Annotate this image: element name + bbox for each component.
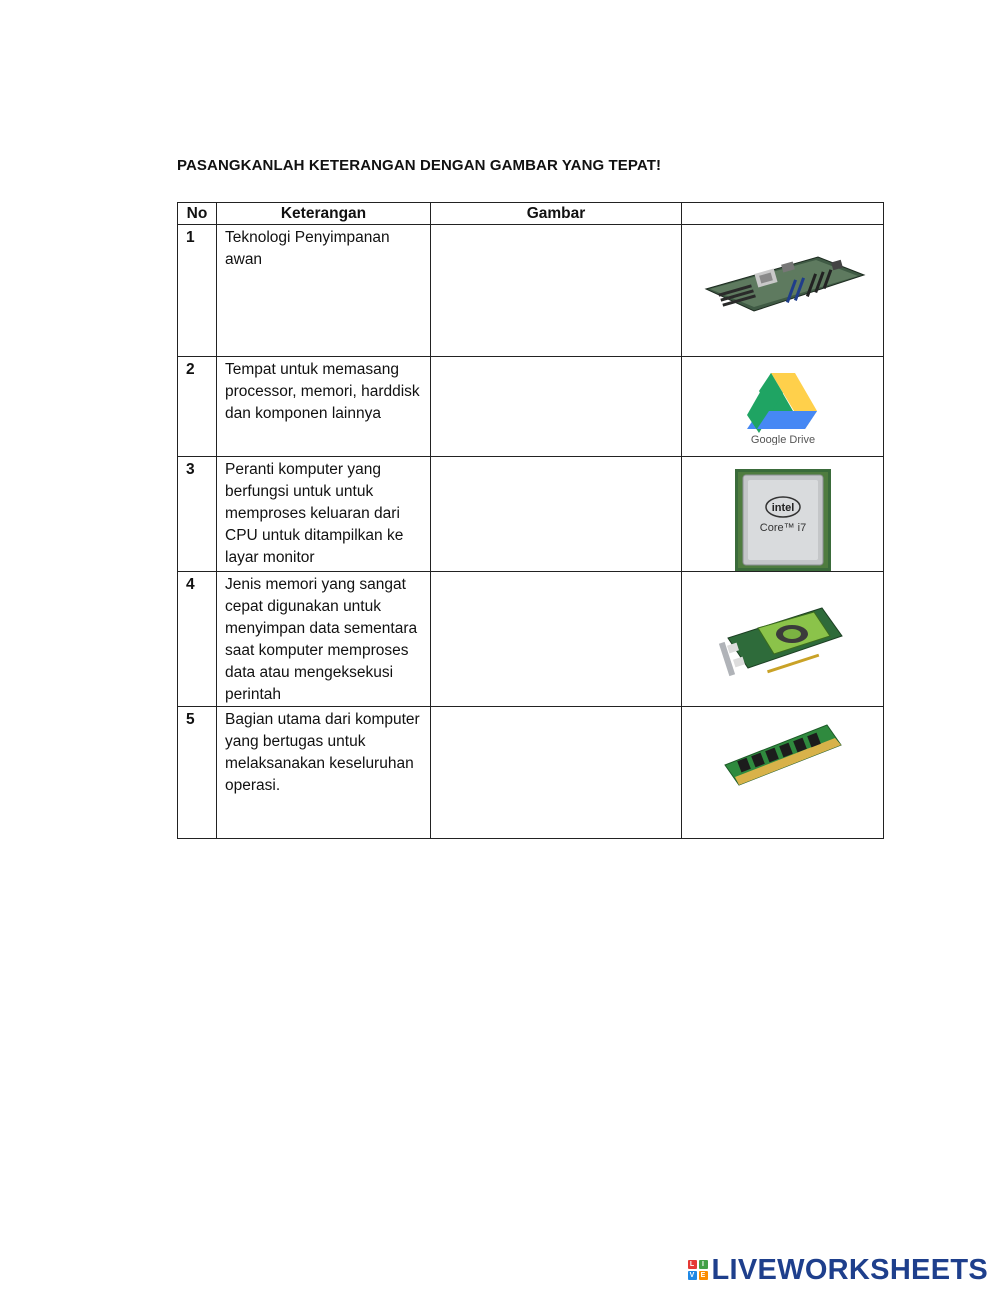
row-description: Bagian utama dari komputer yang bertugas untuk melaksanakan keseluruhan operasi. [217, 707, 431, 839]
row-number: 4 [178, 572, 217, 707]
table-header-row [178, 203, 884, 225]
graphics-card[interactable] [682, 602, 883, 686]
table-row [178, 225, 884, 357]
google-drive-label: Google Drive [750, 434, 815, 445]
table-row [178, 357, 884, 457]
answer-drop-zone[interactable] [431, 707, 682, 839]
image-cell [682, 457, 884, 572]
intel-core-i7-processor[interactable] [682, 469, 883, 571]
matching-table [177, 202, 884, 839]
answer-drop-zone[interactable] [431, 357, 682, 457]
logo-letter: I [699, 1260, 708, 1269]
intel-brand-text: intel [771, 502, 794, 514]
logo-letter: E [699, 1271, 708, 1280]
page-title: PASANGKANLAH KETERANGAN DENGAN GAMBAR YANG TEPAT! [177, 157, 662, 174]
intel-model-text: Core™ i7 [759, 522, 806, 534]
liveworksheets-logo-icon [688, 1260, 708, 1280]
row-description: Jenis memori yang sangat cepat digunakan untuk menyimpan data sementara saat komputer memproses data atau mengeksekusi perintah [217, 572, 431, 707]
image-cell [682, 707, 884, 839]
table-row [178, 572, 884, 707]
answer-drop-zone[interactable] [431, 572, 682, 707]
answer-drop-zone[interactable] [431, 457, 682, 572]
row-number: 5 [178, 707, 217, 839]
row-description: Peranti komputer yang berfungsi untuk untuk memproses keluaran dari CPU untuk ditampilkan ke layar monitor [217, 457, 431, 572]
logo-letter: L [688, 1260, 697, 1269]
row-description: Tempat untuk memasang processor, memori, harddisk dan komponen lainnya [217, 357, 431, 457]
answer-drop-zone[interactable] [431, 225, 682, 357]
table-row [178, 707, 884, 839]
row-number: 3 [178, 457, 217, 572]
image-cell [682, 357, 884, 457]
ram-module[interactable] [682, 719, 883, 793]
google-drive-logo[interactable] [682, 371, 883, 445]
liveworksheets-branding [688, 1254, 989, 1286]
row-number: 1 [178, 225, 217, 357]
header-gambar: Gambar [431, 203, 682, 225]
row-number: 2 [178, 357, 217, 457]
logo-letter: V [688, 1271, 697, 1280]
motherboard-image[interactable] [682, 249, 883, 315]
row-description: Teknologi Penyimpanan awan [217, 225, 431, 357]
header-empty [682, 203, 884, 225]
image-cell [682, 225, 884, 357]
header-keterangan: Keterangan [217, 203, 431, 225]
header-no: No [178, 203, 217, 225]
table-row [178, 457, 884, 572]
image-cell [682, 572, 884, 707]
liveworksheets-brand-text: LIVEWORKSHEETS [711, 1253, 988, 1286]
